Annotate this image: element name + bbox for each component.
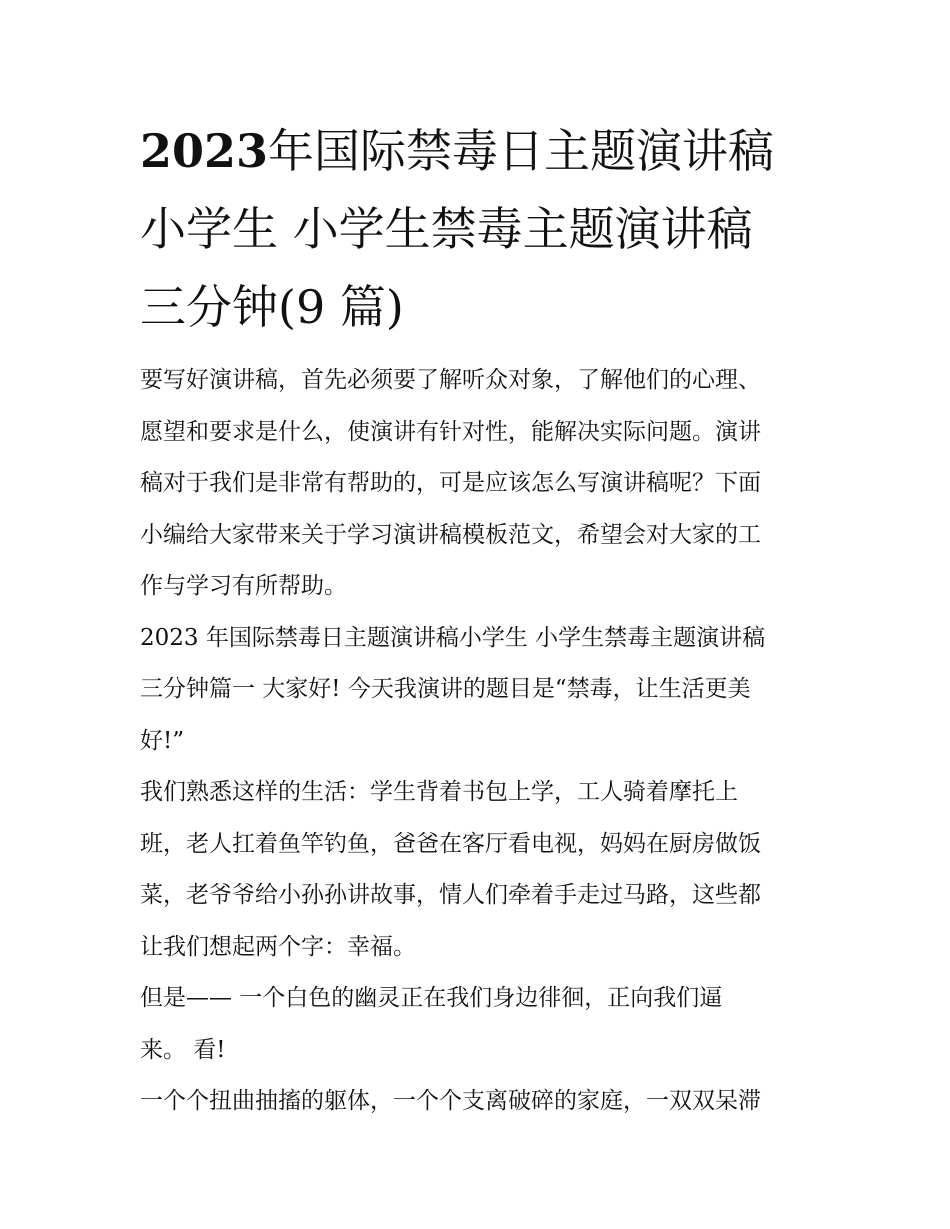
- title-line-2: 小学生 小学生禁毒主题演讲稿: [140, 202, 753, 256]
- text-line: 小编给大家带来关于学习演讲稿模板范文，希望会对大家的工: [140, 521, 761, 548]
- text-line: 愿望和要求是什么，使演讲有针对性，能解决实际问题。演讲: [140, 418, 761, 445]
- text-line: 我们熟悉这样的生活：学生背着书包上学，工人骑着摩托上: [140, 779, 738, 805]
- page-title: [140, 112, 820, 346]
- body-text: [140, 355, 820, 1128]
- title-line-1: [140, 112, 820, 190]
- text-line: 稿对于我们是非常有帮助的，可是应该怎么写演讲稿呢？下面: [140, 470, 761, 496]
- title-line-1-text: 年国际禁毒日主题演讲稿: [268, 124, 775, 178]
- text-line: 作与学习有所帮助。: [140, 573, 347, 599]
- text-line: 来。 看!: [140, 1036, 226, 1063]
- text-line: 一个个扭曲抽搐的躯体，一个个支离破碎的家庭，一双双呆滞: [140, 1088, 761, 1114]
- text-line: 让我们想起两个字：幸福。: [140, 933, 416, 960]
- text-line: 但是—— 一个白色的幽灵正在我们身边徘徊，正向我们逼: [140, 985, 723, 1011]
- title-year: 2023: [140, 124, 269, 178]
- text-line: 要写好演讲稿，首先必须要了解听众对象，了解他们的心理、: [140, 367, 761, 393]
- text-line: 班，老人扛着鱼竿钓鱼，爸爸在客厅看电视，妈妈在厨房做饭: [140, 830, 761, 857]
- text-line: 好!”: [140, 727, 185, 754]
- text-line: 菜，老爷爷给小孙孙讲故事，情人们牵着手走过马路，这些都: [140, 882, 761, 908]
- title-line-3: 三分钟(9 篇): [140, 280, 404, 334]
- text-line: 2023 年国际禁毒日主题演讲稿小学生 小学生禁毒主题演讲稿: [140, 624, 766, 651]
- text-line: 三分钟篇一 大家好! 今天我演讲的题目是“禁毒，让生活更美: [140, 676, 751, 702]
